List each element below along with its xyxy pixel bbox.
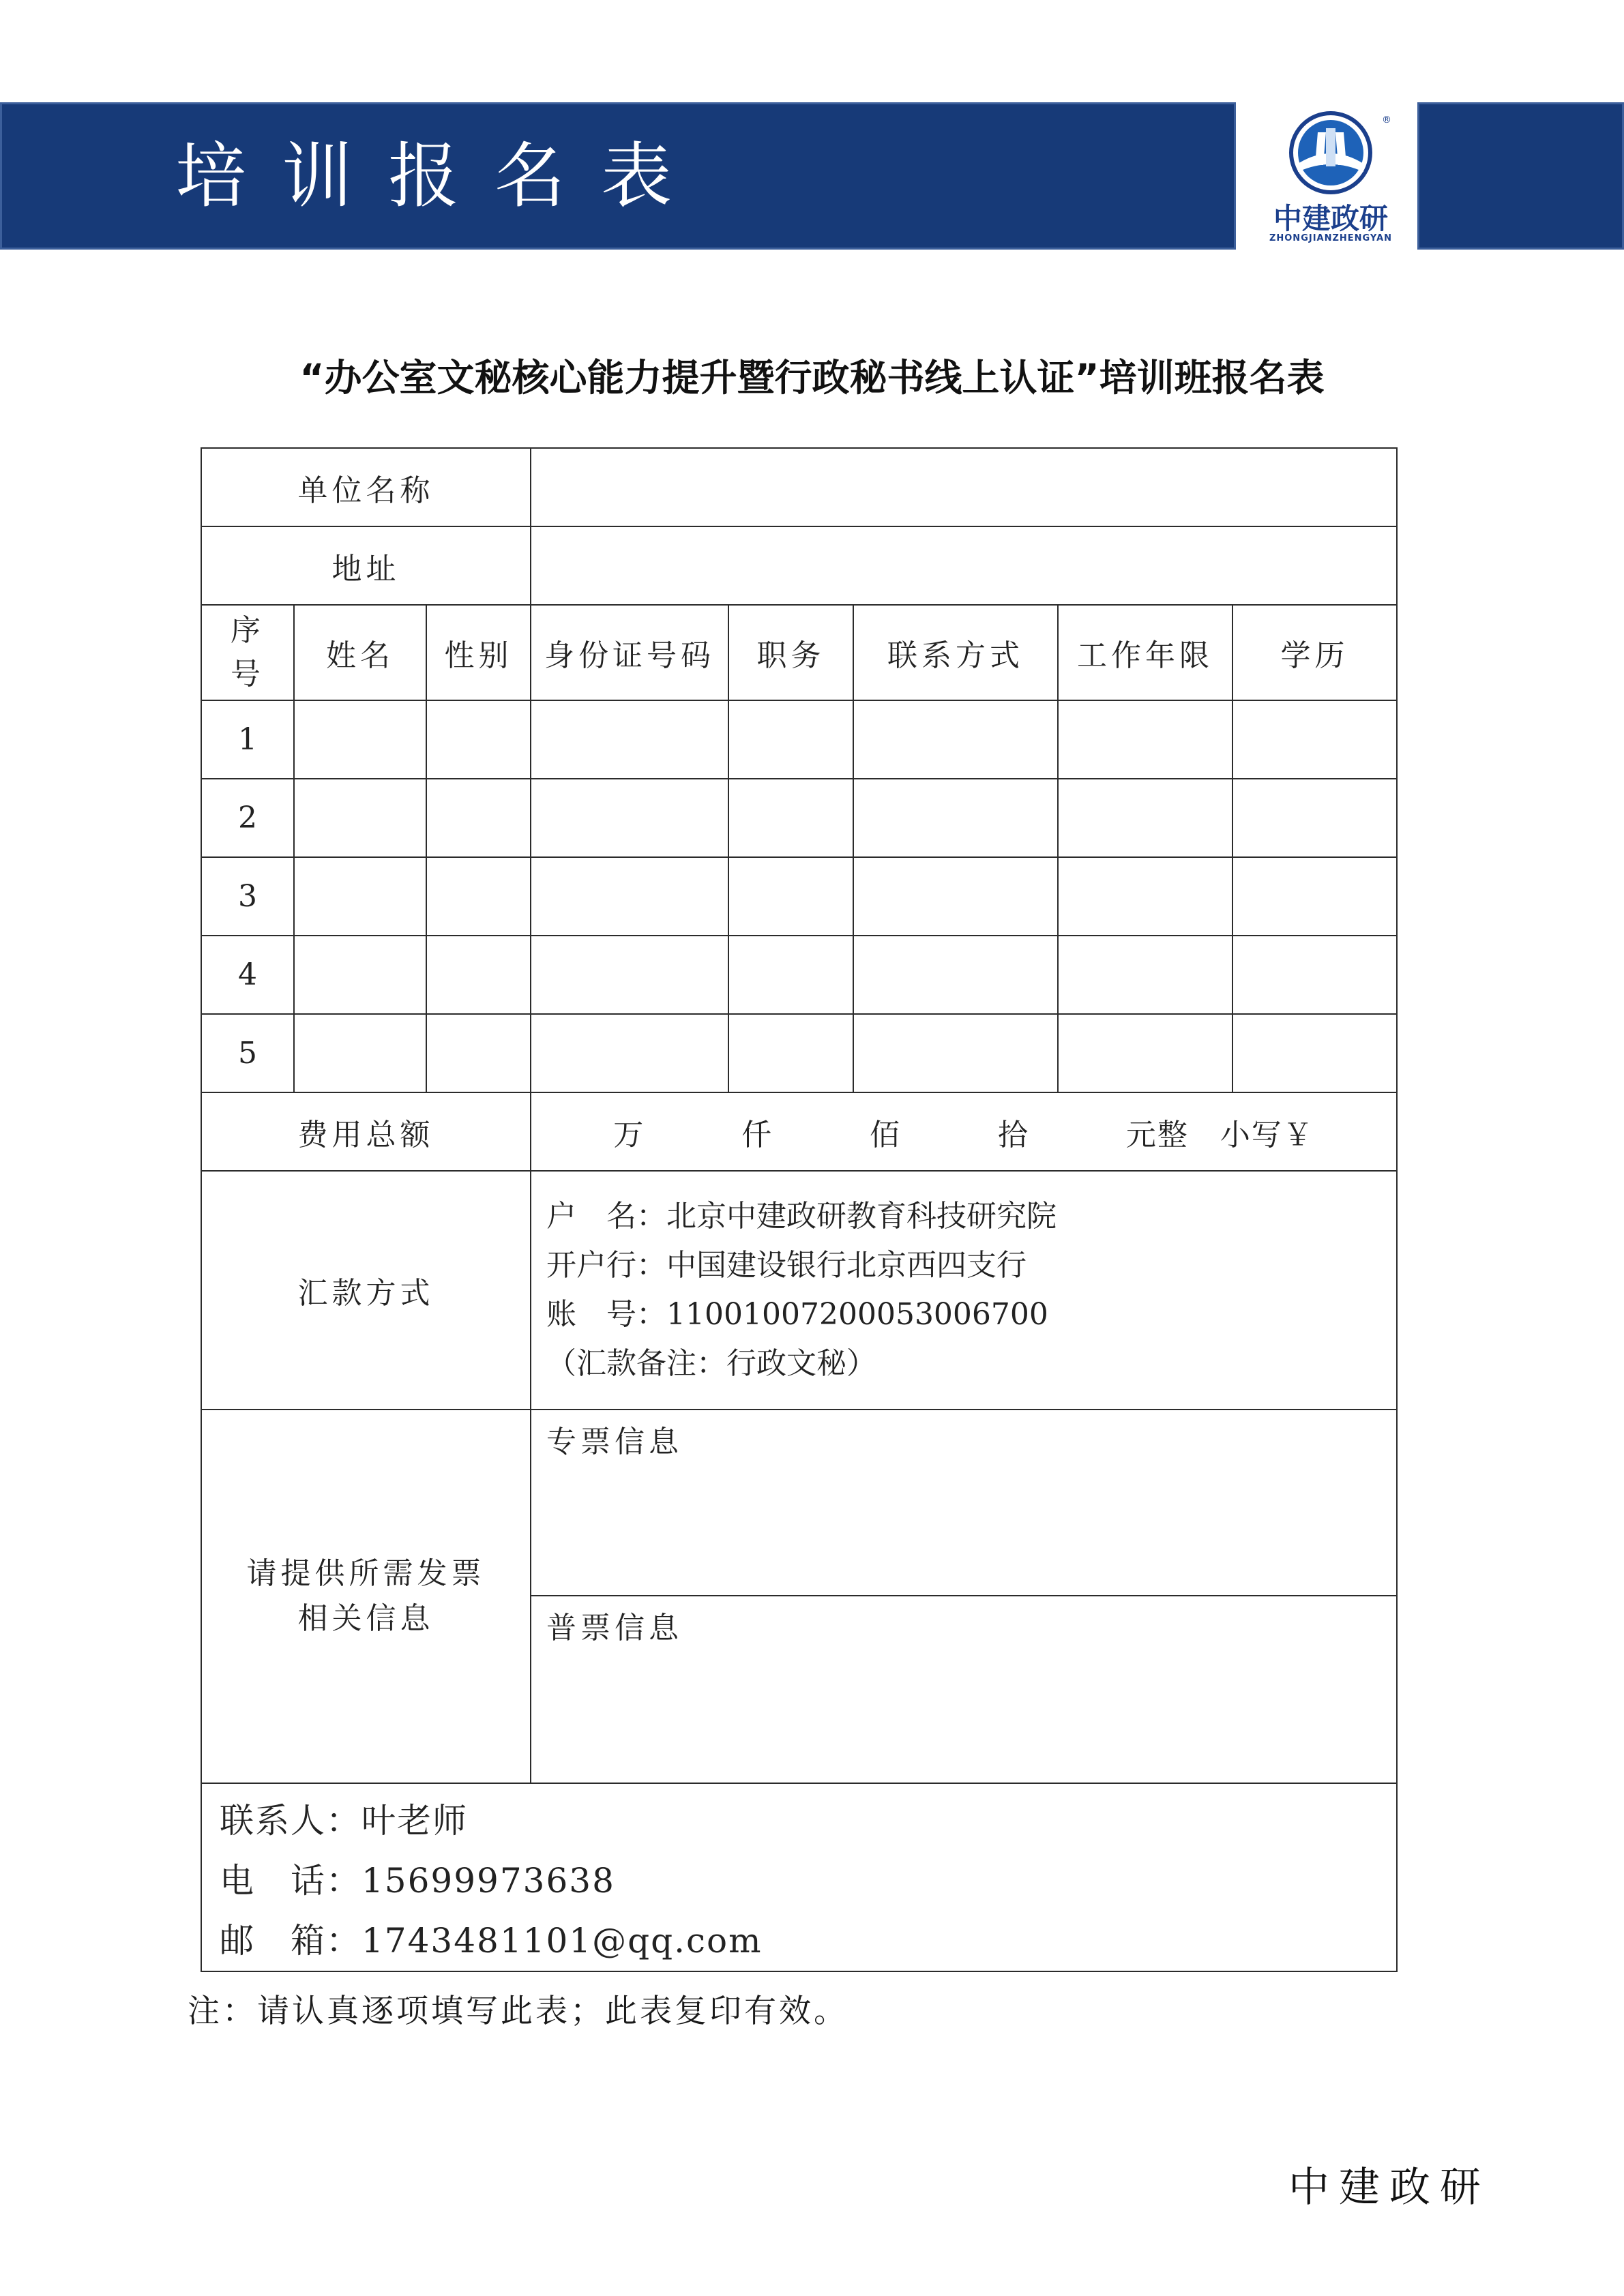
row-number: 3 bbox=[201, 857, 294, 936]
gender-cell[interactable] bbox=[426, 700, 531, 779]
brand-logo bbox=[1252, 109, 1409, 252]
work-years-cell[interactable] bbox=[1058, 700, 1232, 779]
fee-unit-shi: 拾 bbox=[997, 1117, 1029, 1152]
invoice-row-special bbox=[201, 1410, 1397, 1596]
address-field[interactable] bbox=[531, 526, 1397, 605]
header-banner bbox=[0, 102, 1236, 250]
contact-cell[interactable] bbox=[853, 1014, 1058, 1092]
education-cell[interactable] bbox=[1232, 779, 1397, 857]
registration-form-table bbox=[201, 447, 1398, 1972]
contact-email: 邮 箱：1743481101@qq.com bbox=[220, 1921, 763, 1960]
fee-amount-field[interactable] bbox=[531, 1092, 1397, 1171]
logo-name: 中建政研 bbox=[1273, 202, 1388, 235]
id-number-cell[interactable] bbox=[531, 857, 728, 936]
position-cell[interactable] bbox=[728, 936, 853, 1014]
footer-brand: 中建政研 bbox=[1288, 2164, 1490, 2211]
name-cell[interactable] bbox=[294, 857, 426, 936]
payment-remark: （汇款备注：行政文秘） bbox=[546, 1346, 877, 1381]
id-number-cell[interactable] bbox=[531, 1014, 728, 1092]
table-row bbox=[201, 779, 1397, 857]
column-header-work-years: 工作年限 bbox=[1058, 605, 1232, 700]
fee-unit-wan: 万 bbox=[613, 1117, 645, 1152]
banner-title: 培训报名表 bbox=[175, 134, 708, 218]
row-number: 4 bbox=[201, 936, 294, 1014]
row-number: 1 bbox=[201, 700, 294, 779]
payment-label: 汇款方式 bbox=[201, 1171, 531, 1410]
name-cell[interactable] bbox=[294, 700, 426, 779]
work-years-cell[interactable] bbox=[1058, 857, 1232, 936]
column-header-position: 职务 bbox=[728, 605, 853, 700]
row-number: 5 bbox=[201, 1014, 294, 1092]
payment-row bbox=[201, 1171, 1397, 1410]
table-row bbox=[201, 1014, 1397, 1092]
work-years-cell[interactable] bbox=[1058, 779, 1232, 857]
gender-cell[interactable] bbox=[426, 936, 531, 1014]
form-note: 注：请认真逐项填写此表；此表复印有效。 bbox=[188, 1993, 848, 2030]
contact-cell[interactable] bbox=[853, 857, 1058, 936]
account-name: 户 名：北京中建政研教育科技研究院 bbox=[546, 1199, 1057, 1234]
education-cell[interactable] bbox=[1232, 857, 1397, 936]
table-row bbox=[201, 857, 1397, 936]
gender-cell[interactable] bbox=[426, 857, 531, 936]
unit-name-label: 单位名称 bbox=[201, 448, 531, 526]
column-header-id-number: 身份证号码 bbox=[531, 605, 728, 700]
special-invoice-label: 专票信息 bbox=[546, 1425, 683, 1459]
column-header-contact: 联系方式 bbox=[853, 605, 1058, 700]
payment-details bbox=[531, 1171, 1397, 1410]
id-number-cell[interactable] bbox=[531, 700, 728, 779]
fee-row bbox=[201, 1092, 1397, 1171]
name-cell[interactable] bbox=[294, 936, 426, 1014]
table-header-row bbox=[201, 605, 1397, 700]
fee-unit-bai: 佰 bbox=[870, 1117, 902, 1152]
column-header-gender: 性别 bbox=[426, 605, 531, 700]
fee-label: 费用总额 bbox=[201, 1092, 531, 1171]
column-header-index: 序号 bbox=[201, 605, 294, 700]
account-bank: 开户行：中国建设银行北京西四支行 bbox=[546, 1248, 1027, 1283]
id-number-cell[interactable] bbox=[531, 779, 728, 857]
work-years-cell[interactable] bbox=[1058, 936, 1232, 1014]
normal-invoice-label: 普票信息 bbox=[546, 1611, 683, 1645]
position-cell[interactable] bbox=[728, 700, 853, 779]
contact-phone: 电 话：15699973638 bbox=[220, 1861, 615, 1900]
invoice-label-line1: 请提供所需发票 bbox=[246, 1556, 486, 1591]
education-cell[interactable] bbox=[1232, 700, 1397, 779]
education-cell[interactable] bbox=[1232, 936, 1397, 1014]
account-number: 账 号：11001007200053006700 bbox=[546, 1297, 1048, 1332]
contact-cell[interactable] bbox=[853, 779, 1058, 857]
special-invoice-field[interactable] bbox=[531, 1410, 1397, 1596]
table-row bbox=[201, 700, 1397, 779]
unit-name-row bbox=[201, 448, 1397, 526]
name-cell[interactable] bbox=[294, 1014, 426, 1092]
document-title: “办公室文秘核心能力提升暨行政秘书线上认证”培训班报名表 bbox=[299, 356, 1325, 400]
contact-person: 联系人：叶老师 bbox=[220, 1801, 468, 1840]
position-cell[interactable] bbox=[728, 857, 853, 936]
unit-name-field[interactable] bbox=[531, 448, 1397, 526]
gender-cell[interactable] bbox=[426, 779, 531, 857]
id-number-cell[interactable] bbox=[531, 936, 728, 1014]
fee-unit-qian: 仟 bbox=[741, 1117, 773, 1152]
column-header-education: 学历 bbox=[1232, 605, 1397, 700]
contact-row bbox=[201, 1783, 1397, 1971]
education-cell[interactable] bbox=[1232, 1014, 1397, 1092]
fee-small-label: 小写￥ bbox=[1220, 1117, 1314, 1152]
registered-mark: ® bbox=[1382, 115, 1391, 125]
work-years-cell[interactable] bbox=[1058, 1014, 1232, 1092]
gender-cell[interactable] bbox=[426, 1014, 531, 1092]
address-row bbox=[201, 526, 1397, 605]
invoice-label-line2: 相关信息 bbox=[297, 1601, 434, 1636]
column-header-name: 姓名 bbox=[294, 605, 426, 700]
name-cell[interactable] bbox=[294, 779, 426, 857]
logo-subtitle: ZHONGJIANZHENGYAN bbox=[1269, 233, 1393, 243]
header-banner-right bbox=[1417, 102, 1624, 250]
position-cell[interactable] bbox=[728, 779, 853, 857]
invoice-label bbox=[201, 1410, 531, 1783]
contact-cell[interactable] bbox=[853, 936, 1058, 1014]
normal-invoice-field[interactable] bbox=[531, 1596, 1397, 1783]
position-cell[interactable] bbox=[728, 1014, 853, 1092]
row-number: 2 bbox=[201, 779, 294, 857]
table-row bbox=[201, 936, 1397, 1014]
contact-info bbox=[201, 1783, 1397, 1971]
contact-cell[interactable] bbox=[853, 700, 1058, 779]
address-label: 地址 bbox=[201, 526, 531, 605]
fee-unit-yuan: 元整 bbox=[1125, 1117, 1189, 1152]
